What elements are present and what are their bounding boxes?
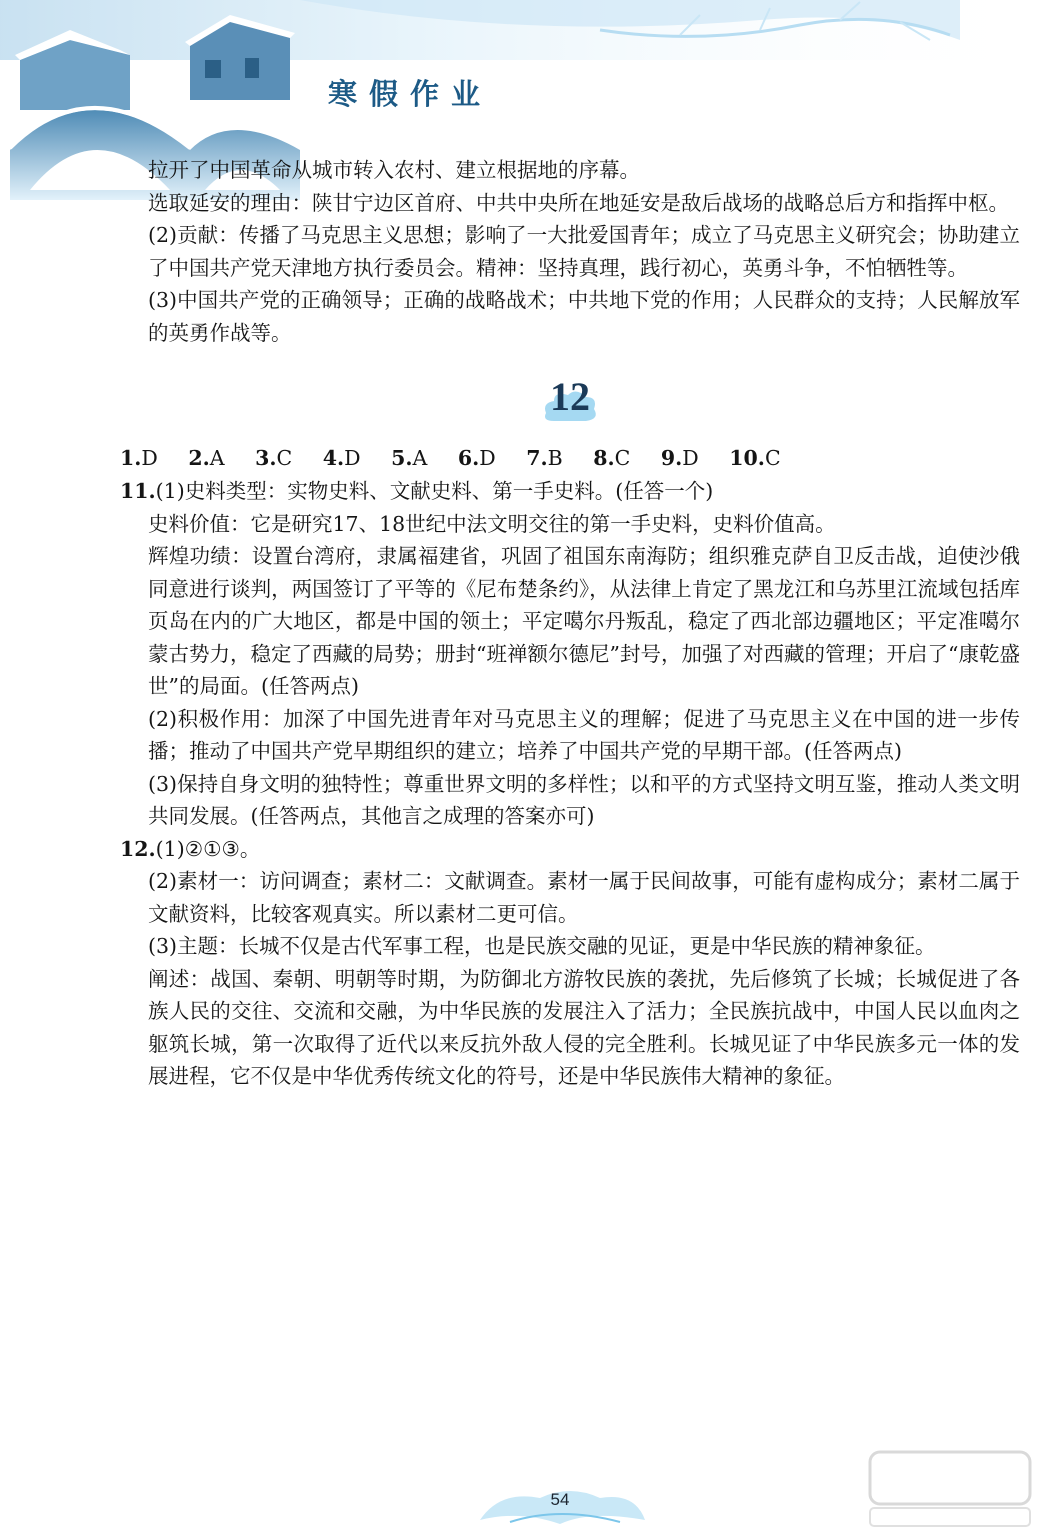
q12-part1: (1)②①③。 — [155, 836, 261, 861]
q11-line: (3)保持自身文明的独特性；尊重世界文明的多样性；以和平的方式坚持文明互鉴，推动人类文明共同发展。(任答两点，其他言之成理的答案亦可) — [148, 771, 1020, 828]
q11-number: 11. — [120, 479, 156, 503]
mc-answer: 1.D — [120, 446, 158, 470]
multiple-choice-answers — [120, 441, 1020, 475]
continuation-line: 拉开了中国革命从城市转入农村、建立根据地的序幕。 — [148, 158, 640, 182]
section-number: 12 — [550, 374, 590, 419]
mc-answer: 7.B — [526, 446, 563, 470]
q11-first-line — [120, 475, 1020, 508]
q11-line: 辉煌功绩：设置台湾府，隶属福建省，巩固了祖国东南海防；组织雅克萨自卫反击战，迫使沙俄同意进行谈判，两国签订了平等的《尼布楚条约》，从法律上肯定了黑龙江和乌苏里江流域包括库页岛在内的广大地区，都是中国的领土；平定噶尔丹叛乱，稳定了西北部边疆地区；平定准噶尔蒙古势力，稳定了西藏的局势；册封“班禅额尔德尼”封号，加强了对西藏的管理；开启了“康乾盛世”的局面。(任答两点) — [148, 544, 1020, 698]
q12-line: (3)主题：长城不仅是古代军事工程，也是民族交融的见证，更是中华民族的精神象征。 — [148, 934, 936, 958]
section-badge — [540, 373, 600, 429]
mc-answer: 3.C — [255, 446, 293, 470]
mc-answer: 2.A — [188, 446, 225, 470]
watermark-logo — [862, 1446, 1042, 1532]
continuation-line: (2)贡献：传播了马克思主义思想；影响了一大批爱国青年；成立了马克思主义研究会；协助建立了中国共产党天津地方执行委员会。精神：坚持真理，践行初心，英勇斗争，不怕牺牲等。 — [148, 223, 1020, 280]
q11-line: (2)积极作用：加深了中国先进青年对马克思主义的理解；促进了马克思主义在中国的进一步传播；推动了中国共产党早期组织的建立；培养了中国共产党的早期干部。(任答两点) — [148, 706, 1020, 763]
page-number: 54 — [550, 1490, 570, 1509]
q12-line: 阐述：战国、秦朝、明朝等时期，为防御北方游牧民族的袭扰，先后修筑了长城；长城促进了各族人民的交往、交流和交融，为中华民族的发展注入了活力；全民族抗战中，中国人民以血肉之躯筑长城，第一次取得了近代以来反抗外敌人侵的完全胜利。长城见证了中华民族多元一体的发展进程，它不仅是中华优秀传统文化的符号，还是中华民族伟大精神的象征。 — [148, 966, 1020, 1088]
answer-content — [120, 150, 1020, 1093]
q12-first-line — [120, 833, 1020, 866]
mc-answer: 9.D — [660, 446, 699, 470]
q11-line: 史料价值：它是研究17、18世纪中法文明交往的第一手史料，史料价值高。 — [148, 511, 836, 536]
mc-answer: 8.C — [593, 446, 631, 470]
mc-answer: 6.D — [457, 446, 496, 470]
mc-answer: 4.D — [322, 446, 361, 470]
header-title: 寒假作业 — [328, 77, 493, 111]
continuation-line: 选取延安的理由：陕甘宁边区首府、中共中央所在地延安是敌后战场的战略总后方和指挥中枢。 — [148, 190, 1009, 215]
mc-answer: 10.C — [729, 446, 781, 470]
q11-part1: (1)史料类型：实物史料、文献史料、第一手史料。(任答一个) — [155, 479, 714, 503]
mc-answer: 5.A — [391, 446, 428, 470]
continuation-line: (3)中国共产党的正确领导；正确的战略战术；中共地下党的作用；人民群众的支持；人民解放军的英勇作战等。 — [148, 288, 1020, 345]
q12-number: 12. — [120, 836, 156, 861]
q12-line: (2)素材一：访问调查；素材二：文献调查。素材一属于民间故事，可能有虚构成分；素材二属于文献资料，比较客观真实。所以素材二更可信。 — [148, 869, 1020, 926]
